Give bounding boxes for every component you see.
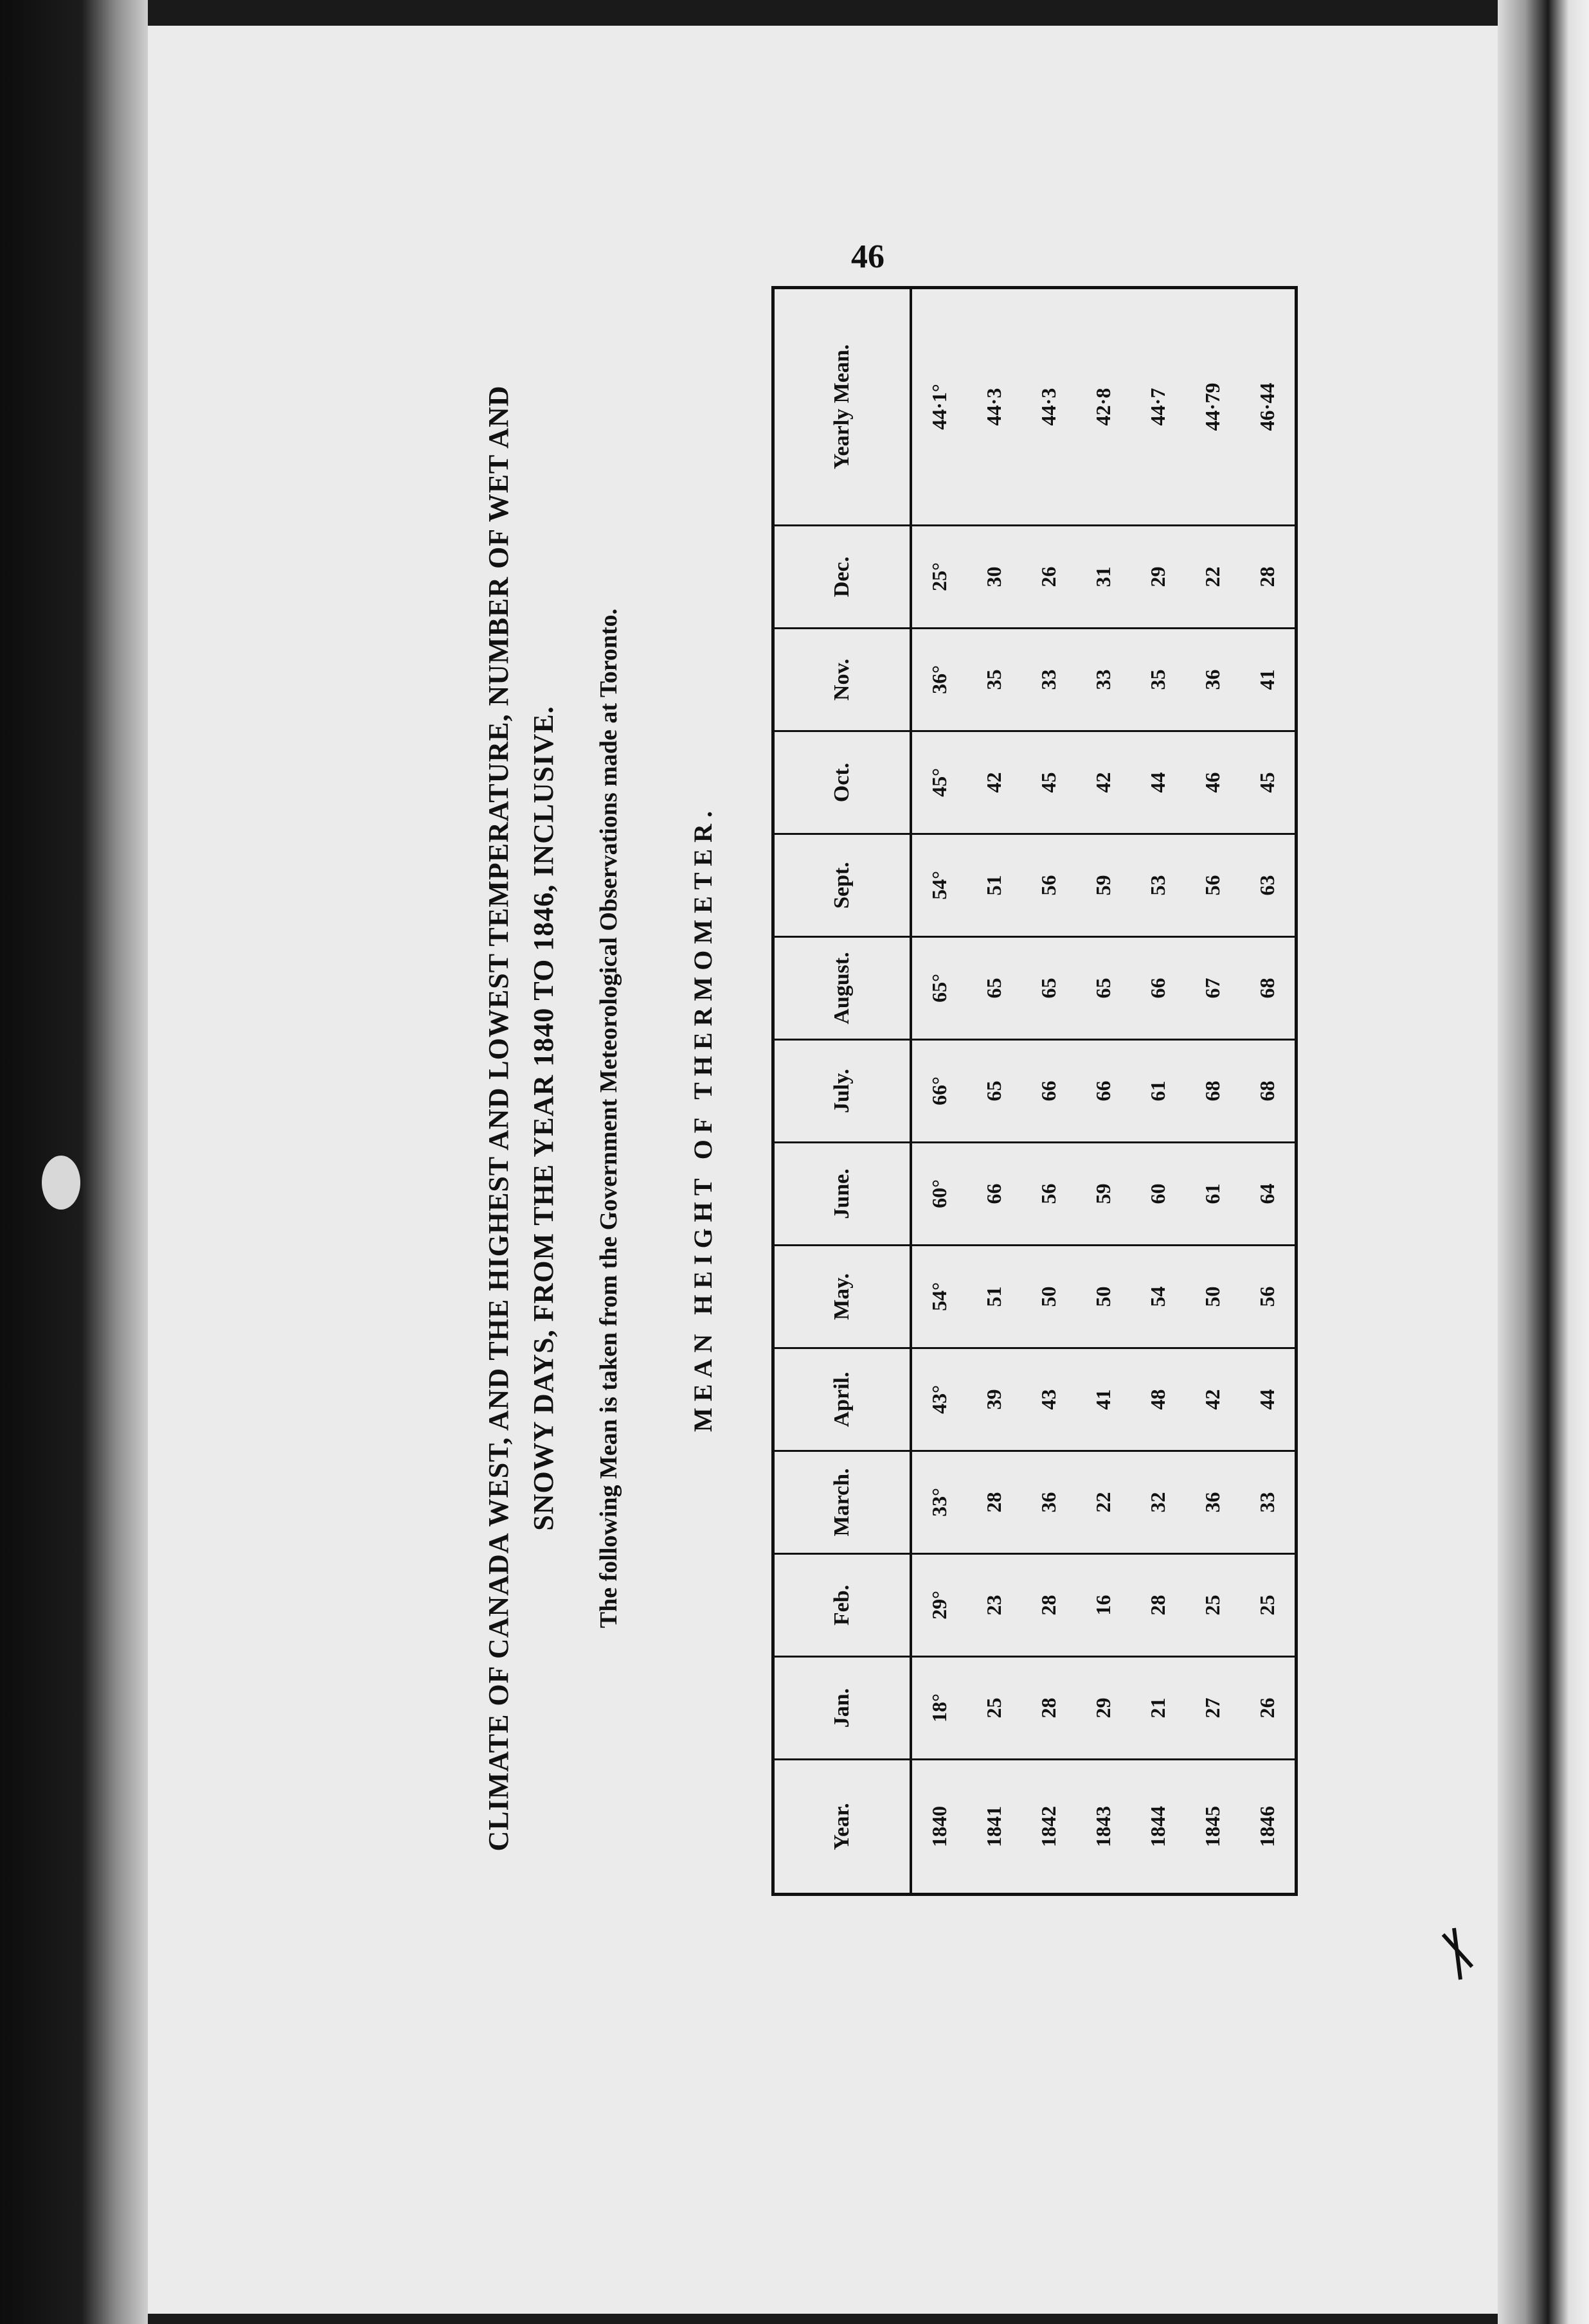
- table-cell: 36: [1185, 1451, 1240, 1554]
- table-cell: 51: [967, 1246, 1021, 1348]
- header-april: April.: [773, 1348, 911, 1451]
- table-cell: 68: [1185, 1040, 1240, 1143]
- table-cell: 51: [967, 834, 1021, 937]
- table-cell: 56: [1240, 1246, 1297, 1348]
- table-cell: 1845: [1201, 1806, 1224, 1847]
- table-cell: 54°: [911, 1246, 967, 1348]
- table-cell: 22: [1076, 1451, 1131, 1554]
- table-cell: 48: [1131, 1348, 1185, 1451]
- table-cell: 43: [1021, 1348, 1076, 1451]
- header-yearly-mean: Yearly Mean.: [773, 288, 911, 526]
- title-line-2: SNOWY DAYS, FROM THE YEAR 1840 TO 1846, INCLUSIVE.: [528, 706, 559, 1531]
- table-cell: 59: [1076, 1143, 1131, 1246]
- table-cell: 25: [1185, 1554, 1240, 1657]
- table-cell: 32: [1131, 1451, 1185, 1554]
- scan-blotch: [42, 1156, 80, 1210]
- header-year: Year.: [773, 1760, 911, 1895]
- source-note: The following Mean is taken from the Government Meteorological Observations made at Toronto.: [595, 608, 622, 1629]
- title-line-1: CLIMATE OF CANADA WEST, AND THE HIGHEST AND LOWEST TEMPERATURE, NUMBER OF WET AND: [483, 385, 514, 1852]
- table-cell: 44·7: [1131, 288, 1185, 526]
- table-cell: 1843: [1091, 1806, 1115, 1847]
- header-august: August.: [773, 937, 911, 1040]
- table-cell: 28: [1021, 1554, 1076, 1657]
- table-cell: 22: [1185, 526, 1240, 629]
- table-cell: 36: [1185, 629, 1240, 731]
- table-cell: 26: [1240, 1657, 1297, 1760]
- table-cell: 27: [1185, 1657, 1240, 1760]
- table-cell: 65: [967, 937, 1021, 1040]
- table-cell: 50: [1021, 1246, 1076, 1348]
- table-cell: 25°: [911, 526, 967, 629]
- table-cell: 1842: [1037, 1806, 1060, 1847]
- table-heading: MEAN HEIGHT OF THERMOMETER.: [688, 805, 717, 1432]
- table-cell: 18°: [911, 1657, 967, 1760]
- table-cell: 54: [1131, 1246, 1185, 1348]
- table-cell: 25: [1240, 1554, 1297, 1657]
- table-cell: 63: [1240, 834, 1297, 937]
- table-cell: 45°: [911, 731, 967, 834]
- table-cell: 46: [1185, 731, 1240, 834]
- table-cell: 39: [967, 1348, 1021, 1451]
- table-cell: 44·3: [967, 288, 1021, 526]
- table-cell: 29: [1131, 526, 1185, 629]
- table-cell: 36: [1021, 1451, 1076, 1554]
- table-cell: 45: [1240, 731, 1297, 834]
- table-cell: 1841: [982, 1806, 1005, 1847]
- table-cell: 28: [1240, 526, 1297, 629]
- table-cell: 41: [1240, 629, 1297, 731]
- table-cell: 44: [1131, 731, 1185, 834]
- table-cell: 68: [1240, 937, 1297, 1040]
- table-cell: 28: [1021, 1657, 1076, 1760]
- table-cell: 30: [967, 526, 1021, 629]
- table-cell: 21: [1131, 1657, 1185, 1760]
- table-cell: 56: [1021, 834, 1076, 937]
- header-feb: Feb.: [773, 1554, 911, 1657]
- table-cell: 66: [1076, 1040, 1131, 1143]
- header-nov: Nov.: [773, 629, 911, 731]
- table-cell: 65: [967, 1040, 1021, 1143]
- table-cell: 67: [1185, 937, 1240, 1040]
- header-oct: Oct.: [773, 731, 911, 834]
- table-cell: 42: [1185, 1348, 1240, 1451]
- table-cell: 26: [1021, 526, 1076, 629]
- table-cell: 64: [1240, 1143, 1297, 1246]
- table-cell: 60°: [911, 1143, 967, 1246]
- table-cell: 66°: [911, 1040, 967, 1143]
- table-cell: 45: [1021, 731, 1076, 834]
- table-cell: 33: [1021, 629, 1076, 731]
- table-cell: 28: [1131, 1554, 1185, 1657]
- table-cell: 44·1°: [911, 288, 967, 526]
- table-cell: 29°: [911, 1554, 967, 1657]
- table-cell: 1840: [928, 1806, 951, 1847]
- scan-mark: [1443, 1928, 1472, 1980]
- table-cell: 44: [1240, 1348, 1297, 1451]
- table-cell: 56: [1185, 834, 1240, 937]
- table-cell: 50: [1076, 1246, 1131, 1348]
- table-cell: 61: [1131, 1040, 1185, 1143]
- table-cell: 43°: [911, 1348, 967, 1451]
- table-cell: 65°: [911, 937, 967, 1040]
- table-cell: 33: [1076, 629, 1131, 731]
- table-cell: 59: [1076, 834, 1131, 937]
- table-cell: 42: [967, 731, 1021, 834]
- table-cell: 66: [967, 1143, 1021, 1246]
- header-dec: Dec.: [773, 526, 911, 629]
- table-cell: 54°: [911, 834, 967, 937]
- header-jan: Jan.: [773, 1657, 911, 1760]
- table-cell: 60: [1131, 1143, 1185, 1246]
- table-cell: 1846: [1255, 1806, 1279, 1847]
- table-cell: 42·8: [1076, 288, 1131, 526]
- table-cell: 66: [1131, 937, 1185, 1040]
- header-may: May.: [773, 1246, 911, 1348]
- table-cell: 35: [967, 629, 1021, 731]
- table-cell: 28: [967, 1451, 1021, 1554]
- table-cell: 35: [1131, 629, 1185, 731]
- table-cell: 41: [1076, 1348, 1131, 1451]
- table-cell: 31: [1076, 526, 1131, 629]
- table-cell: 53: [1131, 834, 1185, 937]
- table-cell: 65: [1076, 937, 1131, 1040]
- table-cell: 1844: [1146, 1806, 1169, 1847]
- header-sept: Sept.: [773, 834, 911, 937]
- table-cell: 50: [1185, 1246, 1240, 1348]
- header-june: June.: [773, 1143, 911, 1246]
- table-cell: 44·3: [1021, 288, 1076, 526]
- table-cell: 61: [1185, 1143, 1240, 1246]
- table-cell: 36°: [911, 629, 967, 731]
- header-march: March.: [773, 1451, 911, 1554]
- table-cell: 33°: [911, 1451, 967, 1554]
- table-cell: 23: [967, 1554, 1021, 1657]
- table-cell: 56: [1021, 1143, 1076, 1246]
- table-cell: 44·79: [1185, 288, 1240, 526]
- table-cell: 66: [1021, 1040, 1076, 1143]
- table-cell: 46·44: [1240, 288, 1297, 526]
- table-cell: 65: [1021, 937, 1076, 1040]
- page-number: 46: [851, 238, 884, 275]
- table-cell: 16: [1076, 1554, 1131, 1657]
- table-cell: 25: [967, 1657, 1021, 1760]
- table-cell: 29: [1076, 1657, 1131, 1760]
- table-cell: 33: [1240, 1451, 1297, 1554]
- table-cell: 68: [1240, 1040, 1297, 1143]
- table-cell: 42: [1076, 731, 1131, 834]
- header-july: July.: [773, 1040, 911, 1143]
